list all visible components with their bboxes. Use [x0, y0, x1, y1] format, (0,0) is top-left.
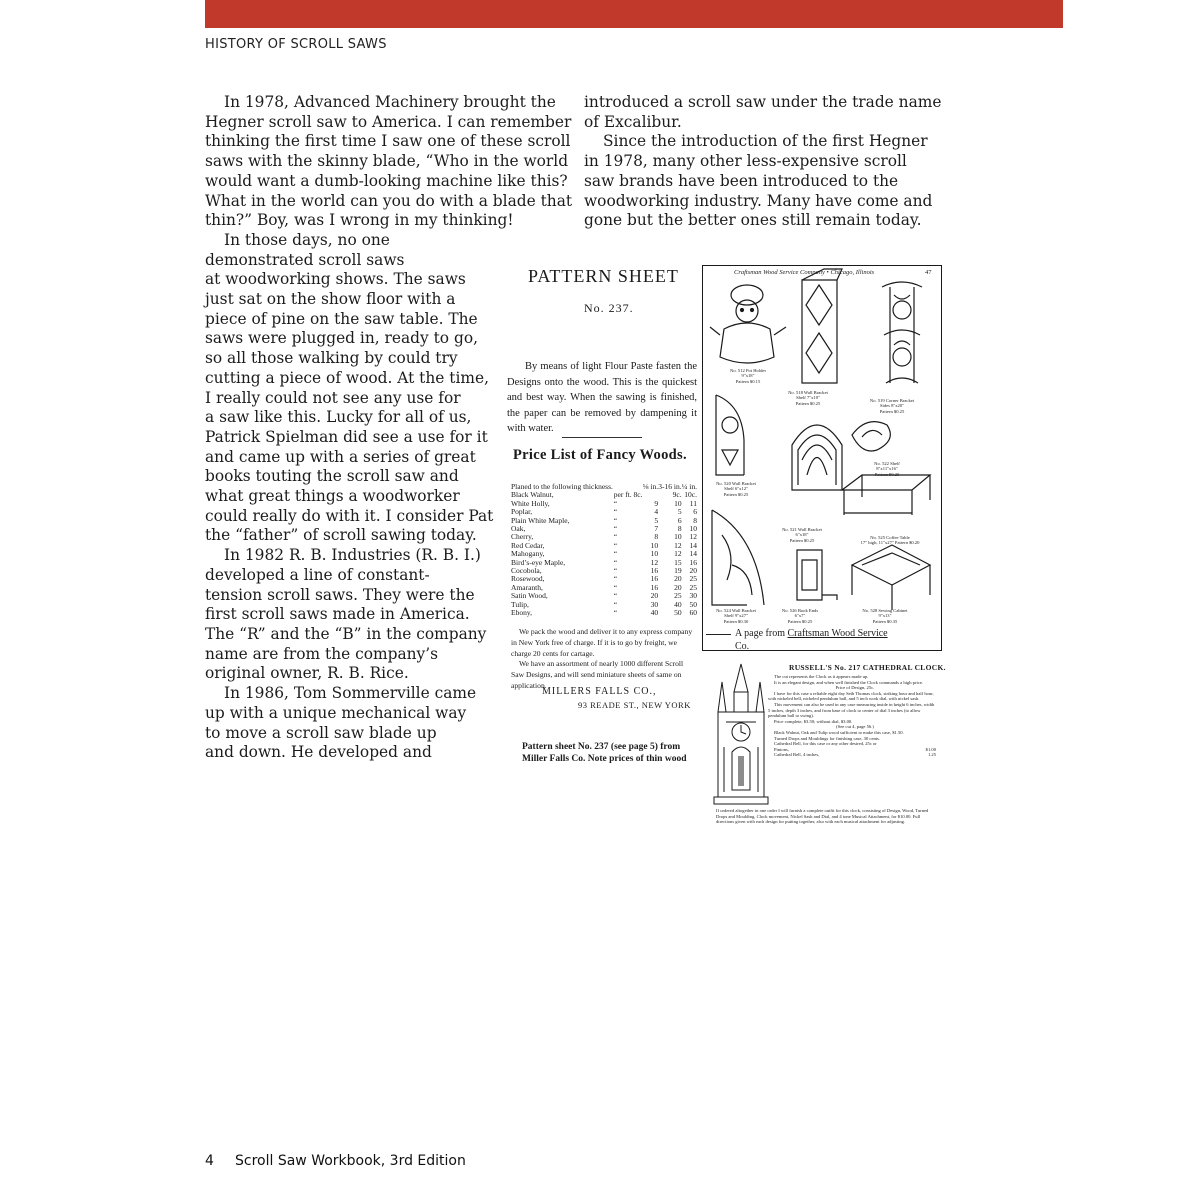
paragraph-excalibur: introduced a scroll saw under the trade name of Excalibur. — [584, 93, 942, 131]
table-header-row: Planed to the following thickness. ⅛ in. 3-16 in. ¼ in. — [511, 482, 697, 491]
catalog-caption: A page from Craftsman Wood Service Co. — [735, 628, 888, 652]
coffee-table-illustration — [842, 475, 930, 515]
wall-bracket-4-illustration — [712, 510, 764, 605]
section-header: HISTORY OF SCROLL SAWS — [205, 37, 387, 52]
wall-bracket-3-illustration — [792, 425, 842, 490]
caption-dash — [706, 634, 731, 635]
table-row: Bird’s-eye Maple, “ 12 15 16 — [511, 557, 697, 567]
table-row: Rosewood, “ 16 20 25 — [511, 574, 697, 584]
table-row: Mahogany, “ 10 12 14 — [511, 549, 697, 559]
price-table — [511, 483, 697, 618]
catalog-item-caption: No. 520 Wall Bracket Shelf 6"x12" Pattern $0.25 — [716, 481, 756, 497]
company-name: MILLERS FALLS CO., — [542, 686, 657, 697]
table-row: Oak, “ 7 8 10 — [511, 524, 697, 534]
book-ends-illustration — [797, 550, 837, 600]
table-row: White Holly, “ 9 10 11 — [511, 498, 697, 508]
table-row: Poplar, “ 4 5 6 — [511, 507, 697, 517]
clock-ad-footer: If ordered altogether in one order I will furnish a complete outfit for this clock, consisting of Design, Wood, Turned Drops and Moulding, Clock movement, Nickel Sash and Dial, and 4 tone Musical Attachment, for $10.00. Full directions given with each design for putting together, also with each musical attachment for adjusting. — [716, 808, 929, 825]
catalog-illustrations — [702, 265, 942, 651]
pattern-sheet-caption: Pattern sheet No. 237 (see page 5) from Miller Falls Co. Note prices of thin wood — [522, 742, 687, 764]
table-row: Red Cedar, “ 10 12 14 — [511, 540, 697, 550]
table-row: Tulip, “ 30 40 50 — [511, 599, 697, 609]
ornamental-divider — [562, 437, 642, 438]
price-row: Pinions, $1.00 — [774, 746, 936, 752]
pattern-sheet-intro: By means of light Flour Paste fasten the Designs onto the wood. This is the quickest and best way. When the sawing is finished, the paper can be removed by dampening it with water. — [507, 361, 697, 434]
sewing-cabinet-illustration — [852, 545, 930, 610]
pattern-sheet-number: No. 237. — [584, 301, 634, 315]
catalog-item-caption: No. 528 Sewing Cabinet 9"x13" Pattern $0.35 — [862, 608, 908, 624]
catalog-header: Craftsman Wood Service Company • Chicago, Illinois — [734, 269, 875, 276]
pattern-sheet-title: PATTERN SHEET — [528, 266, 679, 286]
table-row: Plain White Maple, “ 5 6 8 — [511, 515, 697, 525]
price-row: Cathedral Bell, 4 inches, 1.25 — [774, 752, 936, 758]
catalog-item-caption: No. 522 Shelf 8"x11"x16" Pattern $0.25 — [874, 461, 900, 477]
catalog-item-caption: No. 519 Corner Bracket Sides 8"x20" Pattern $0.25 — [869, 398, 915, 414]
catalog-item-caption: No. 521 Wall Bracket 6"x18" Pattern $0.25 — [782, 527, 822, 543]
table-row: Satin Wood, “ 20 25 30 — [511, 591, 697, 601]
price-list-title: Price List of Fancy Woods. — [513, 447, 687, 463]
catalog-item-caption: No. 525 Coffee Table 17" high, 11"x27" Pattern $0.20 — [860, 535, 920, 546]
accent-bar — [205, 0, 1063, 28]
catalog-item-caption: No. 524 Wall Bracket Shelf 9"x27" Pattern $0.30 — [716, 608, 756, 624]
book-title: Scroll Saw Workbook, 3rd Edition — [235, 1153, 466, 1169]
paragraph-hegner: In 1978, Advanced Machinery brought the Hegner scroll saw to America. I can remember thinking the first time I saw one of these scroll saws with the skinny blade, “Who in the world would want a dumb-looking machine like this? What in the world can you do with a blade that thin?” Boy, was I wrong in my thinking! — [205, 93, 573, 230]
pot-holder-illustration — [710, 285, 786, 363]
paragraph-since-hegner: Since the introduction of the first Hegner in 1978, many other less-expensive scroll saw brands have been introduced to the woodworking industry. Many have come and gone but the better ones still remain today. — [584, 132, 933, 230]
pattern-sheet-footer: We pack the wood and deliver it to any express company in New York free of charge. If it is to go by freight, we charge 20 cents for cartage. We have an assortment of nearly 1000 different Scroll Saw Designs, and will send miniature sheets of same on application. — [511, 627, 693, 690]
table-row: Cherry, “ 8 10 12 — [511, 532, 697, 542]
shelf-illustration — [852, 422, 890, 451]
paragraph-those-days: In those days, no one demonstrated scroll saws at woodworking shows. The saws just sat on the show floor with a piece of pine on the saw table. The saws were plugged in, ready to go, so all those walking by could try cutting a piece of wood. At the time, I really could not see any use for a saw like this. Lucky for all of us, Patrick Spielman did see a use for it and came up with a series of great books touting the scroll saw and what great things a woodworker could really do with it. I consider Pat the “father” of scroll sawing today. — [205, 230, 494, 545]
page-number: 4 — [205, 1153, 214, 1169]
catalog-item-caption: No. 526 Book Ends 6"x7" Pattern $0.25 — [781, 608, 819, 624]
paragraph-sommerville: In 1986, Tom Sommerville came up with a unique mechanical way to move a scroll saw blade up and down. He developed and — [205, 684, 477, 762]
table-row: Amaranth, “ 16 20 25 — [511, 582, 697, 592]
cathedral-clock-illustration — [712, 662, 770, 806]
clock-ad-body: The cut represents the Clock as it appears made up. It is an elegant design, and when well finished the Clock commands a high price. Price of Design, 25c. I have for this case a reliable eight day Seth Thomas clock, striking hour and half hour, with nickeled bell, nickeled pendulum ball, and 5 inch work dial, with nickel sash. This movement can also be used in any case measuring inside in height 6 inches, width 5 inches, depth 3 inches, and from base of clock to center of dial 3 inches (to allow pendulum ball to swing). Price complete, $3.50; without dial, $3.00. (See cut 4, page 56.) Black Walnut, Oak and Tulip wood sufficient to make this case, $1.50. Turned Drops and Mouldings for finishing case, 30 cents. Cathedral Bell, for this case or any other desired, 25c or Pinions, $1.00 Cathedral Bell, 4 inches, 1.25 — [768, 674, 936, 758]
catalog-page-number: 47 — [925, 269, 932, 276]
corner-bracket-illustration — [882, 282, 922, 383]
company-address: 93 READE ST., NEW YORK — [578, 700, 691, 710]
table-row: Cocobola, “ 16 19 20 — [511, 566, 697, 576]
body-column-right — [584, 93, 942, 231]
wall-bracket-illustration — [802, 269, 842, 383]
wall-bracket-2-illustration — [716, 395, 744, 475]
catalog-item-caption: No. 518 Wall Bracket Shelf 7"x10" Pattern $0.25 — [788, 390, 828, 406]
paragraph-rbi: In 1982 R. B. Industries (R. B. I.) developed a line of constant- tension scroll saws. They were the first scroll saws made in America. The “R” and the “B” in the company name are from the company’s original owner, R. B. Rice. — [205, 546, 487, 683]
catalog-item-caption: No. 512 Pot Holder 9"x18" Pattern $0.15 — [730, 368, 766, 384]
clock-ad-title: RUSSELL'S No. 217 CATHEDRAL CLOCK. — [789, 663, 946, 672]
table-row: Black Walnut, per ft. 8c. 9c. 10c. — [511, 490, 697, 500]
table-row: Ebony, “ 40 50 60 — [511, 608, 697, 618]
